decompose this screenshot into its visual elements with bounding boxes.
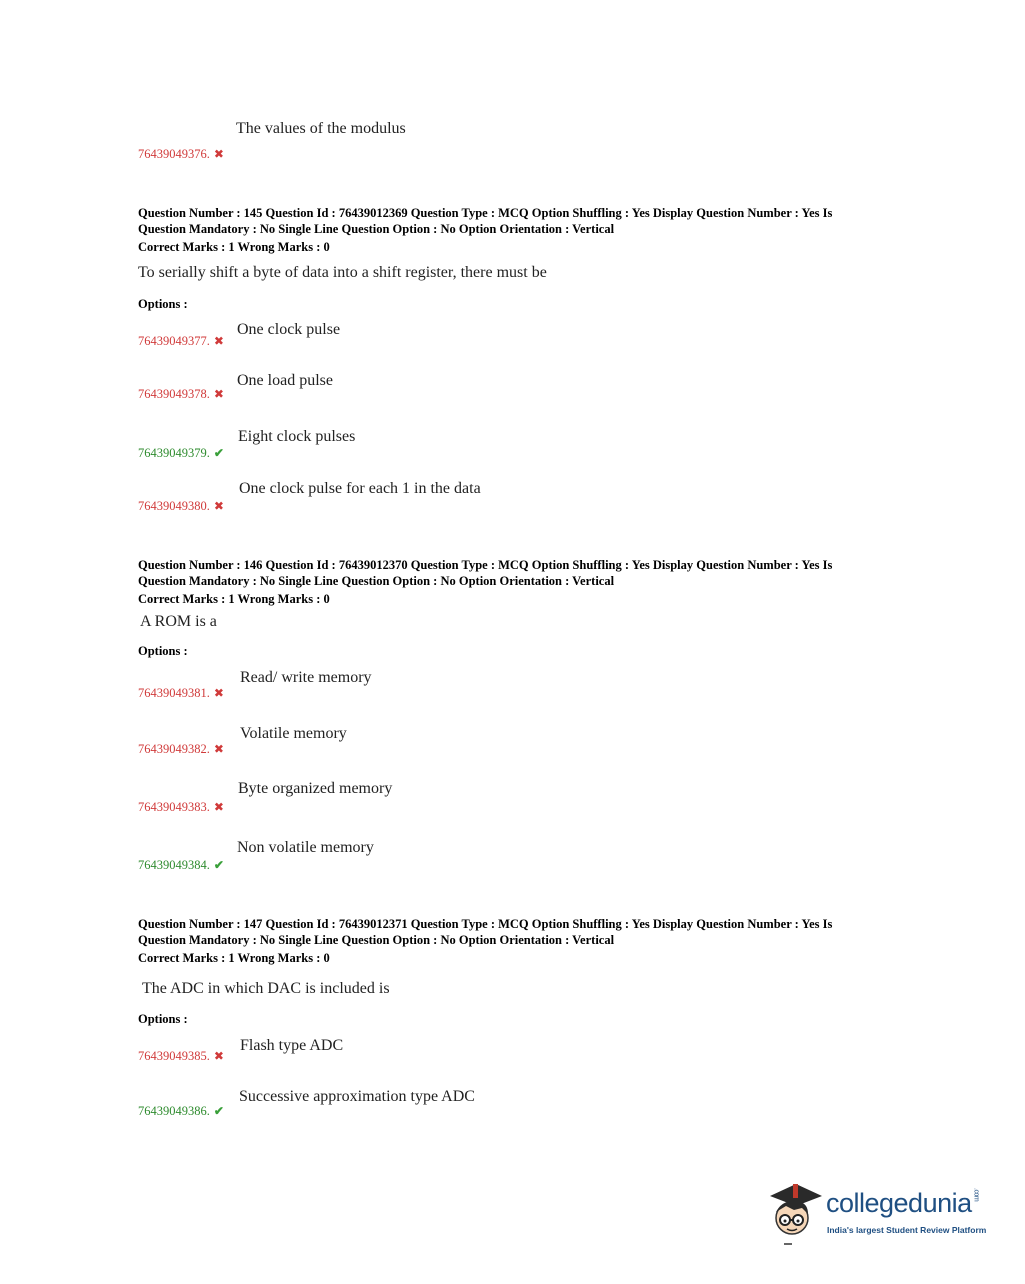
- option-text: The values of the modulus: [236, 120, 406, 137]
- wrong-mark-icon: ✖: [213, 387, 224, 401]
- option-text: One clock pulse: [237, 321, 341, 338]
- option-id: 76439049379. ✔: [138, 446, 224, 460]
- option-id: 76439049382. ✖: [138, 742, 224, 756]
- wrong-mark-icon: ✖: [213, 742, 224, 756]
- option-id: 76439049377. ✖: [138, 334, 224, 348]
- correct-check-icon: ✔: [213, 446, 224, 460]
- question-meta: Question Mandatory : No Single Line Question Option : No Option Orientation : Vertical: [138, 574, 615, 588]
- question-meta: Question Number : 146 Question Id : 76439012370 Question Type : MCQ Option Shuffling : Yes Display Question Number : Yes Is: [138, 558, 833, 572]
- option-id: 76439049378. ✖: [138, 387, 224, 401]
- option-text: Successive approximation type ADC: [239, 1088, 475, 1105]
- wrong-mark-icon: ✖: [213, 686, 224, 700]
- option-text: Flash type ADC: [240, 1037, 344, 1054]
- correct-check-icon: ✔: [213, 858, 224, 872]
- correct-check-icon: ✔: [213, 1104, 224, 1118]
- question-marks: Correct Marks : 1 Wrong Marks : 0: [138, 592, 330, 606]
- option-text: One clock pulse for each 1 in the data: [239, 480, 481, 497]
- logo-tagline: India's largest Student Review Platform: [827, 1225, 987, 1235]
- option-id: 76439049383. ✖: [138, 800, 224, 814]
- logo-wordmark: collegedunia: [826, 1188, 972, 1218]
- option-text: Non volatile memory: [237, 839, 374, 856]
- wrong-mark-icon: ✖: [213, 800, 224, 814]
- option-id: 76439049380. ✖: [138, 499, 224, 513]
- option-id: 76439049385. ✖: [138, 1049, 224, 1063]
- question-marks: Correct Marks : 1 Wrong Marks : 0: [138, 240, 330, 254]
- collegedunia-logo[interactable]: [766, 1178, 996, 1248]
- option-text: Eight clock pulses: [238, 428, 356, 445]
- wrong-mark-icon: ✖: [213, 1049, 224, 1063]
- question-meta: Question Mandatory : No Single Line Question Option : No Option Orientation : Vertical: [138, 222, 615, 236]
- question-text: To serially shift a byte of data into a shift register, there must be: [138, 264, 547, 281]
- option-text: Volatile memory: [240, 725, 347, 742]
- question-meta: Question Mandatory : No Single Line Question Option : No Option Orientation : Vertical: [138, 933, 615, 947]
- question-meta: Question Number : 145 Question Id : 76439012369 Question Type : MCQ Option Shuffling : Yes Display Question Number : Yes Is: [138, 206, 833, 220]
- wrong-mark-icon: ✖: [213, 147, 224, 161]
- options-label: Options :: [138, 1012, 188, 1026]
- question-text: A ROM is a: [140, 613, 217, 630]
- question-text: The ADC in which DAC is included is: [142, 980, 390, 997]
- mascot-icon: [766, 1178, 826, 1248]
- options-label: Options :: [138, 297, 188, 311]
- option-id: 76439049386. ✔: [138, 1104, 224, 1118]
- option-id: 76439049384. ✔: [138, 858, 224, 872]
- option-id: 76439049376. ✖: [138, 147, 224, 161]
- question-marks: Correct Marks : 1 Wrong Marks : 0: [138, 951, 330, 965]
- option-id: 76439049381. ✖: [138, 686, 224, 700]
- options-label: Options :: [138, 644, 188, 658]
- option-text: Byte organized memory: [238, 780, 393, 797]
- option-text: Read/ write memory: [240, 669, 372, 686]
- wrong-mark-icon: ✖: [213, 499, 224, 513]
- option-text: One load pulse: [237, 372, 333, 389]
- wrong-mark-icon: ✖: [213, 334, 224, 348]
- question-meta: Question Number : 147 Question Id : 76439012371 Question Type : MCQ Option Shuffling : Yes Display Question Number : Yes Is: [138, 917, 833, 931]
- logo-suffix: .com: [972, 1188, 980, 1202]
